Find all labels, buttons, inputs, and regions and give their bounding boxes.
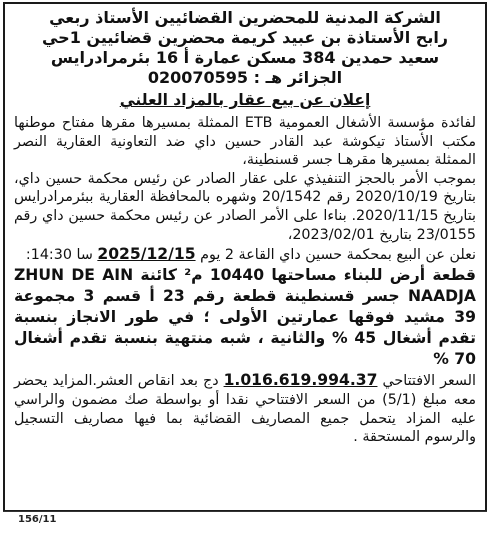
bailiff-phone: الجزائر هـ : 020070595 [147, 68, 343, 87]
price-paragraph [14, 370, 476, 447]
opening-price-label: السعر الافتتاحي [382, 373, 476, 390]
sale-date-intro: نعلن عن البيع بمحكمة حسين داي القاعة 2 يوم [200, 247, 476, 264]
sale-date: 2025/12/15 [97, 245, 196, 264]
legal-basis-paragraph: بموجب الأمر بالحجز التنفيذي على عقار الصادر عن رئيس محكمة حسين داي، بتاريخ 2020/10/19 رقم 20/1542 وشهره بالمحافظة العقارية ببئرمرادرايس بتاريخ 2020/11/15. بناءا على الأمر الصادر عن رئيس محكمة حسين داي رقم 23/0155 بتاريخ 2023/02/01، [14, 170, 476, 243]
footer-rule [3, 511, 487, 512]
sale-date-paragraph [14, 244, 476, 265]
opening-price: 1.016.619.994.37 [223, 371, 378, 390]
beneficiary-paragraph: لفائدة مؤسسة الأشغال العمومية ETB الممثلة بمسيرها مقرها مفتاح موطنها مكتب الأستاذ تيكوشة عبد القادر حسين داي ضد التعاونية العقارية النصر الممثلة بمسيرها مقرهـا جسر قسنطينة، [14, 115, 476, 169]
sale-time: سا 14:30: [25, 247, 93, 264]
property-description: قطعة أرض للبناء مساحتها 10440 م² كائنة ZHUN DE AIN NAADJA جسر قسنطينة قطعة رقم 23 أ قسم 3 مجموعة 39 مشيد فوقها عمارتين الأولى ؛ في طور الانجاز بنسبة تقدم أشغال 45 % والثانية ، شبه منتهية بنسبة تقدم أشغال 70 % [14, 266, 477, 369]
notice-title: إعلان عن بيع عقار بالمزاد العلني [119, 91, 371, 109]
bailiff-address: سعيد حمدين 384 مسكن عمارة أ 16 بئرمرادرايس [50, 48, 440, 67]
auction-notice [3, 2, 487, 512]
reference-number: 156/11 [18, 514, 57, 525]
bailiff-name-line-1: الشركة المدنية للمحضرين القضائيين الأستاذ ربعي [49, 8, 441, 27]
bailiff-name-line-2: رابح الأستاذة بن عبيد كريمة محضرين قضائيين 1حي [41, 28, 449, 47]
auction-terms: دج بعد انقاص العشر.المزايد يحضر معه مبلغ (5/1) من السعر الافتتاحي نقدا أو بواسطة صك مضمون والراسي عليه المزاد يتحمل جميع المصاريف القضائية بما فيها مصاريف التسجيل والرسوم المستحقة . [14, 373, 477, 446]
